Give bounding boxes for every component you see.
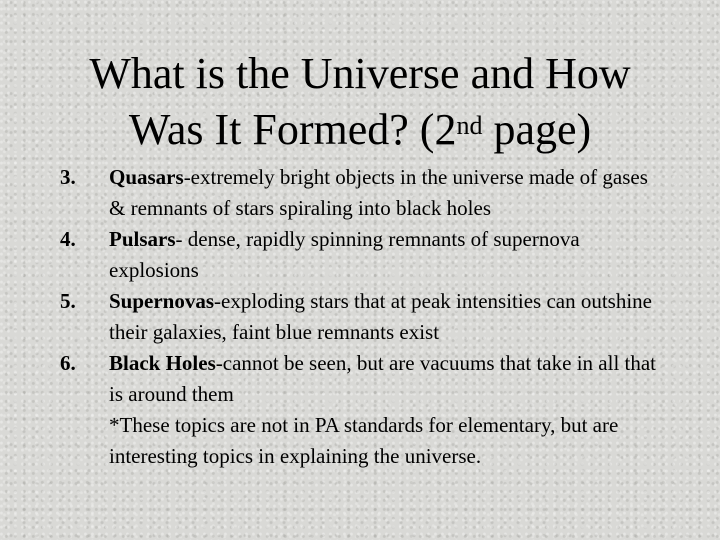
item-body [109,224,660,286]
item-number: 4. [60,227,76,251]
item-term: Supernovas [109,289,215,313]
item-number: 6. [60,351,76,375]
title-superscript: nd [456,111,483,140]
item-body [109,286,660,348]
item-body [109,348,660,410]
title-line-2-end: page) [482,105,592,154]
item-number: 5. [60,289,76,313]
slide-title [0,46,720,158]
list-item-black-holes [60,348,660,410]
item-term: Black Holes [109,351,216,375]
title-line-2-start: Was It Formed? (2 [128,105,457,154]
item-text: - dense, rapidly spinning remnants of supernova explosions [109,227,580,282]
list-item-pulsars [60,224,660,286]
item-text: -exploding stars that at peak intensities can outshine their galaxies, faint blue remnants exist [109,289,653,344]
item-text: -extremely bright objects in the universe made of gases & remnants of stars spiraling into black holes [109,165,648,220]
list-item-quasars [60,162,660,224]
item-number: 3. [60,165,76,189]
footnote: *These topics are not in PA standards for elementary, but are interesting topics in explaining the universe. [109,413,619,468]
item-term: Quasars [109,165,184,189]
topic-list [60,162,660,472]
title-line-1: What is the Universe and How [89,49,631,98]
item-text: -cannot be seen, but are vacuums that take in all that is around them [109,351,657,406]
list-item-supernovas [60,286,660,348]
item-body [109,162,660,224]
item-term: Pulsars [109,227,176,251]
